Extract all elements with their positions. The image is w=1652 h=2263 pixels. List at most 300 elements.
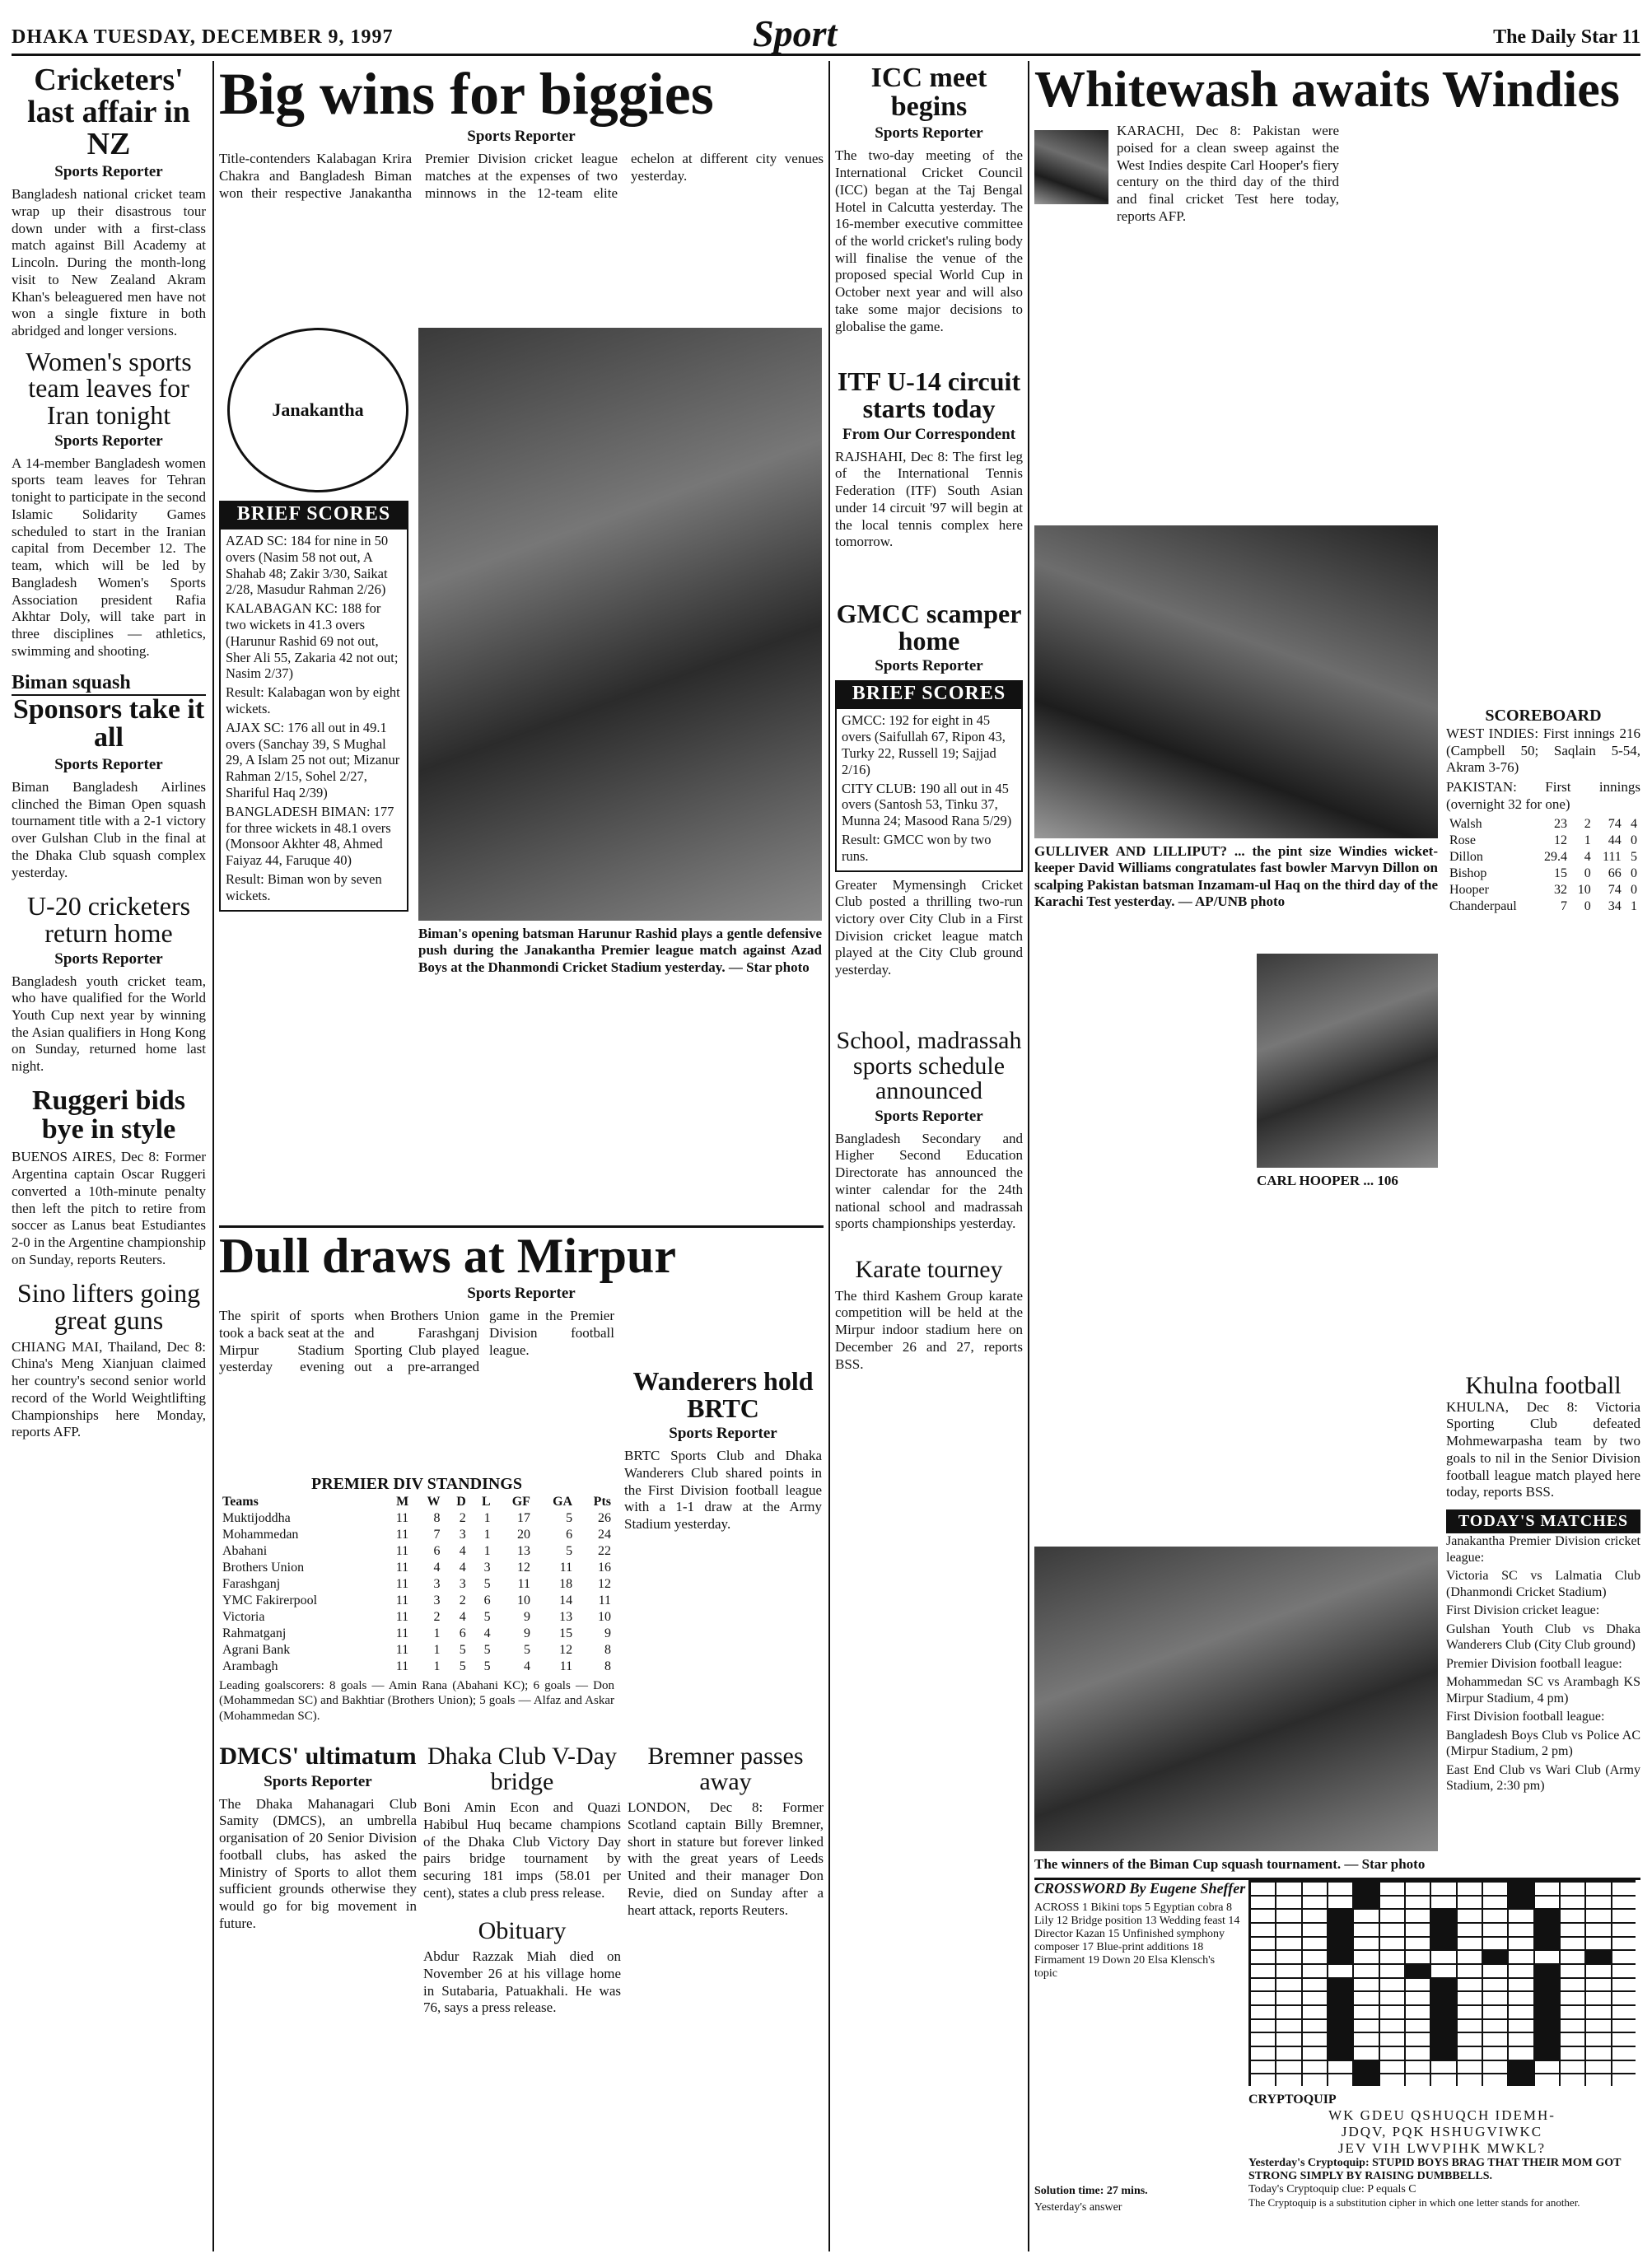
standings-cell: 10 [516, 1593, 530, 1607]
standings-cell: Muktijoddha [222, 1511, 291, 1525]
standings-cell: 6 [433, 1544, 441, 1558]
crossword-cell [1276, 1882, 1301, 1896]
standings-cell: 16 [598, 1561, 611, 1575]
standings-cell: 3 [459, 1528, 466, 1542]
crossword-cell [1457, 2005, 1482, 2019]
match-line: Gulshan Youth Club vs Dhaka Wanderers Club (City Club ground) [1446, 1621, 1640, 1653]
crossword-cell [1457, 1964, 1482, 1978]
crossword-cell [1379, 2019, 1405, 2033]
crossword-cell [1353, 2005, 1379, 2019]
standings-cell: 18 [559, 1577, 573, 1591]
crossword-cell [1560, 1991, 1585, 2005]
crossword-cell [1379, 1937, 1405, 1951]
standings-cell: 8 [604, 1659, 611, 1673]
crossword-cell [1430, 1923, 1456, 1937]
standings-cell: 12 [598, 1577, 611, 1591]
headline-school-sports: School, madrassah sports schedule announced [836, 1026, 1022, 1105]
standings-cell: 11 [395, 1659, 409, 1673]
crossword-cell [1276, 2019, 1301, 2033]
crossword-cell [1328, 2032, 1353, 2046]
crossword-cell [1250, 1964, 1276, 1978]
crossword-cell [1250, 1896, 1276, 1910]
crossword-cell [1585, 1923, 1611, 1937]
headline-whitewash: Whitewash awaits Windies [1034, 64, 1620, 118]
scoreboard-title: SCOREBOARD [1485, 707, 1602, 725]
crossword-cell [1430, 1950, 1456, 1964]
scoreboard [1446, 707, 1640, 915]
crossword-cell [1302, 2046, 1328, 2060]
crossword-cell [1405, 2074, 1430, 2086]
bowling-cell: 0 [1631, 866, 1637, 880]
crossword-cell [1353, 1896, 1379, 1910]
crossword-cell [1276, 2032, 1301, 2046]
standings-cell: 4 [459, 1544, 466, 1558]
standings-cell: 6 [459, 1626, 466, 1640]
standings-cell: Mohammedan [222, 1528, 299, 1542]
bowling-cell: 74 [1608, 816, 1622, 831]
crossword-cell [1534, 1978, 1560, 1992]
byline: Sports Reporter [54, 163, 163, 181]
standings-cell: 6 [483, 1593, 491, 1607]
crossword-cell [1379, 2046, 1405, 2060]
dhaka-club-block [423, 1744, 621, 2255]
crossword-cell [1302, 1991, 1328, 2005]
crossword-cell [1482, 1978, 1508, 1992]
crossword-cell [1302, 2005, 1328, 2019]
crossword-cell [1379, 2005, 1405, 2019]
match-line: Janakantha Premier Division cricket league: [1446, 1534, 1640, 1565]
crossword-cell [1276, 2046, 1301, 2060]
standings-cell: 11 [395, 1610, 409, 1624]
standings-header-cell: W [427, 1495, 441, 1509]
crossword-cell [1482, 2032, 1508, 2046]
byline: Sports Reporter [875, 1107, 983, 1125]
crossword-cell [1560, 2005, 1585, 2019]
crossword-cell [1585, 2019, 1611, 2033]
crossword-cell [1430, 2005, 1456, 2019]
byline: Sports Reporter [54, 755, 163, 773]
standings-cell: 8 [604, 1643, 611, 1657]
standings-header-cell: Teams [222, 1495, 259, 1509]
bowling-cell: Rose [1449, 833, 1476, 847]
crossword-cell [1302, 1909, 1328, 1923]
crossword-cell [1405, 1978, 1430, 1992]
crossword-cell [1508, 2032, 1533, 2046]
standings-cell: Arambagh [222, 1659, 278, 1673]
standings-header-cell: Pts [593, 1495, 611, 1509]
bowling-cell: 44 [1608, 833, 1622, 847]
bowling-cell: 12 [1553, 833, 1567, 847]
crossword-cell [1560, 2060, 1585, 2074]
crossword-cell [1276, 1978, 1301, 1992]
match-line: Bangladesh Boys Club vs Police AC (Mirpur Stadium, 2 pm) [1446, 1728, 1640, 1759]
crossword-cell [1560, 2046, 1585, 2060]
crossword-cell [1534, 1896, 1560, 1910]
crossword-cell [1379, 1978, 1405, 1992]
crossword-cell [1353, 1923, 1379, 1937]
standings-cell: 20 [516, 1528, 530, 1542]
score-line: KALABAGAN KC: 188 for two wickets in 41.3 overs (Harunur Rashid 69 not out, Sher Ali 55, Zakaria 42 not out; Nasim 2/37) [226, 600, 399, 682]
crossword-cell [1508, 2060, 1533, 2074]
bowling-cell: Walsh [1449, 816, 1482, 831]
masthead-date: DHAKA TUESDAY, DECEMBER 9, 1997 [12, 26, 394, 48]
crossword-cell [1534, 2005, 1560, 2019]
standings-cell: 2 [459, 1593, 466, 1607]
inline-photo [1034, 130, 1108, 204]
standings-cell: 1 [483, 1511, 491, 1525]
crossword-cell [1612, 2005, 1636, 2019]
masthead-paper: The Daily Star 11 [1493, 26, 1640, 48]
crossword-cell [1250, 1923, 1276, 1937]
crossword-cell [1612, 2074, 1636, 2086]
match-line: Premier Division football league: [1446, 1656, 1622, 1671]
crossword-cell [1508, 1896, 1533, 1910]
crossword-cell [1482, 1923, 1508, 1937]
todays-matches-title: TODAY'S MATCHES [1446, 1509, 1640, 1533]
crossword-cell [1585, 2005, 1611, 2019]
crossword-cell [1508, 2046, 1533, 2060]
crossword-cell [1328, 1923, 1353, 1937]
standings-cell: 5 [566, 1544, 573, 1558]
crossword-cell [1276, 1950, 1301, 1964]
bowling-cell: 0 [1631, 833, 1637, 847]
crossword-cell [1353, 1964, 1379, 1978]
crossword-cell [1405, 1882, 1430, 1896]
crossword-cell [1405, 1896, 1430, 1910]
crossword-cell [1328, 2005, 1353, 2019]
article-big-wins: Title-contenders Kalabagan Krira Chakra and Bangladesh Biman won their respective Janakantha Premier Division cricket league matches at the expenses of two minnows in the 12-team elite echelon at different city venues yesterday. [219, 151, 824, 201]
crossword-cell [1405, 1950, 1430, 1964]
bowling-row [1446, 816, 1640, 833]
crossword-cell [1302, 1937, 1328, 1951]
crossword-cell [1585, 2060, 1611, 2074]
crossword-cell [1302, 2074, 1328, 2086]
standings-cell: 6 [566, 1528, 573, 1542]
crossword-cell [1534, 1950, 1560, 1964]
solution-time: Solution time: 27 mins. [1034, 2185, 1148, 2197]
crossword-cell [1328, 1964, 1353, 1978]
crossword-cell [1430, 1978, 1456, 1992]
bowling-cell: 7 [1560, 898, 1567, 913]
standings-cell: 5 [523, 1643, 530, 1657]
standings-cell: 9 [523, 1610, 530, 1624]
crossword-cell [1508, 1991, 1533, 2005]
crossword-cell [1250, 1978, 1276, 1992]
standings-cell: 1 [483, 1544, 491, 1558]
crossword-cell [1482, 2074, 1508, 2086]
photo-caption: The winners of the Biman Cup squash tournament. — Star photo [1034, 1856, 1426, 1872]
crossword-cell [1379, 2074, 1405, 2086]
crossword-cell [1328, 2060, 1353, 2074]
brief-scores-content [835, 707, 1023, 871]
crossword-cell [1482, 1937, 1508, 1951]
crossword-cell [1405, 2060, 1430, 2074]
crossword-cell [1353, 1950, 1379, 1964]
standings-row [219, 1543, 614, 1560]
crossword-cell [1508, 1937, 1533, 1951]
headline-women-team: Women's sports team leaves for Iran tonight [26, 346, 192, 431]
score-line: GMCC: 192 for eight in 45 overs (Saifullah 67, Ripon 43, Turky 22, Russell 19; Sajjad 2/16) [842, 712, 1006, 777]
todays-matches-list [1446, 1533, 1640, 1794]
crossword-cell [1482, 2060, 1508, 2074]
crossword-cell [1457, 2019, 1482, 2033]
crossword-cell [1457, 2032, 1482, 2046]
headline-nz: Cricketers' last affair in NZ [27, 64, 190, 161]
crossword-cell [1405, 1991, 1430, 2005]
crossword-cell [1560, 2019, 1585, 2033]
crossword-cell [1379, 2032, 1405, 2046]
headline-ruggeri: Ruggeri bids bye in style [31, 1085, 186, 1145]
standings-header-cell: GF [511, 1495, 530, 1509]
headline-mirpur: Dull draws at Mirpur [219, 1229, 676, 1283]
standings-row [219, 1642, 614, 1659]
standings-cell: 9 [523, 1626, 530, 1640]
crossword-cell [1585, 1991, 1611, 2005]
crossword-cell [1457, 1937, 1482, 1951]
crossword-cell [1379, 1950, 1405, 1964]
standings-cell: 4 [459, 1561, 466, 1575]
crossword-cell [1430, 1991, 1456, 2005]
crossword-cell [1353, 2032, 1379, 2046]
standings-cell: 5 [566, 1511, 573, 1525]
standings-header [219, 1494, 614, 1510]
crossword-cell [1482, 1991, 1508, 2005]
crossword-cell [1250, 2060, 1276, 2074]
headline-sponsors: Sponsors take it all [12, 693, 205, 754]
headline-bremner: Bremner passes away [647, 1744, 804, 1795]
crossword-cell [1379, 1991, 1405, 2005]
cryptoquip [1248, 2093, 1636, 2209]
standings-cell: 9 [604, 1626, 611, 1640]
crossword-grid [1248, 1880, 1636, 2086]
crossword-cell [1508, 1882, 1533, 1896]
standings-cell: 11 [395, 1643, 409, 1657]
standings-cell: 11 [517, 1577, 530, 1591]
standings-cell: 1 [483, 1528, 491, 1542]
article-obituary: Abdur Razzak Miah died on November 26 at his village home in Sutabaria, Patuakhali. He was 76, says a press release. [423, 1948, 621, 2016]
standings-cell: 11 [395, 1577, 409, 1591]
crossword-cell [1560, 1964, 1585, 1978]
crossword-cell [1482, 1950, 1508, 1964]
bowling-cell: 4 [1584, 849, 1591, 864]
crossword-cell [1302, 1923, 1328, 1937]
crossword-cell [1612, 1991, 1636, 2005]
crossword-cell [1430, 2046, 1456, 2060]
mirpur-block [219, 1225, 824, 1736]
bowling-cell: Dillon [1449, 849, 1483, 864]
headline-gmcc: GMCC scamper home [836, 599, 1022, 656]
crossword-cell [1379, 1909, 1405, 1923]
crossword-cell [1585, 1909, 1611, 1923]
bowling-cell: 32 [1553, 882, 1567, 897]
crossword-cell [1612, 1950, 1636, 1964]
article-women-team: A 14-member Bangladesh women sports team leaves for Tehran tonight to participate in the second Islamic Solidarity Games scheduled to start in the Iranian capital from December 12. The team, which will be led by Bangladesh Women's Sports Association president Rafia Akhtar Doly, will take part in three disciplines — athletics, swimming and shooting. [12, 455, 206, 659]
bowling-cell: 0 [1631, 882, 1637, 897]
bowling-cell: 2 [1584, 816, 1591, 831]
left-column [12, 64, 206, 2255]
crossword-cell [1328, 2074, 1353, 2086]
headline-u20: U-20 cricketers return home [26, 891, 191, 948]
brief-scores-box [219, 501, 408, 912]
standings-cell: 24 [598, 1528, 611, 1542]
crossword-cell [1482, 2046, 1508, 2060]
crossword-cell [1612, 1882, 1636, 1896]
standings-cell: Abahani [222, 1544, 268, 1558]
headline-obituary: Obituary [478, 1916, 567, 1944]
crossword-cell [1430, 1882, 1456, 1896]
bowling-row [1446, 866, 1640, 882]
standings-cell: 14 [559, 1593, 573, 1607]
bowling-table [1446, 816, 1640, 915]
crossword-cell [1405, 1909, 1430, 1923]
standings-cell: 11 [395, 1626, 409, 1640]
crossword-cell [1250, 2046, 1276, 2060]
article-ruggeri: BUENOS AIRES, Dec 8: Former Argentina captain Oscar Ruggeri converted a 10th-minute penalty then left the pitch to retire from soccer as Lanus beat Estudiantes 2-0 in the Argentine championship on Sunday, reports Reuters. [12, 1149, 206, 1267]
standings-cell: 11 [395, 1593, 409, 1607]
crossword-cell [1508, 1923, 1533, 1937]
standings-cell: 22 [598, 1544, 611, 1558]
standings-row [219, 1560, 614, 1576]
standings-cell: 3 [459, 1577, 466, 1591]
standings-header-cell: GA [553, 1495, 573, 1509]
crossword-cell [1457, 2046, 1482, 2060]
standings-cell: 10 [598, 1610, 611, 1624]
crossword-cell [1612, 1937, 1636, 1951]
cryptoquip-note: The Cryptoquip is a substitution cipher in which one letter stands for another. [1248, 2196, 1580, 2209]
crossword-cell [1353, 1978, 1379, 1992]
standings-cell: 3 [483, 1561, 491, 1575]
crossword-cell [1560, 2032, 1585, 2046]
crossword-cell [1302, 1950, 1328, 1964]
cryptoquip-line: JEV VIH LWVPIHK MWKL? [1337, 2140, 1547, 2156]
crossword-cell [1585, 2032, 1611, 2046]
batsman-photo [418, 328, 822, 921]
standings-header-cell: L [481, 1495, 491, 1509]
crossword-cell [1250, 1991, 1276, 2005]
bowling-cell: 29.4 [1543, 849, 1567, 864]
standings-cell: 5 [483, 1643, 491, 1657]
crossword-cell [1534, 2046, 1560, 2060]
big-wins-block [219, 64, 824, 1217]
crossword-cell [1328, 1909, 1353, 1923]
crossword-cell [1353, 2019, 1379, 2033]
bremner-block [628, 1744, 824, 2255]
crossword-cell [1250, 1950, 1276, 1964]
standings-row [219, 1626, 614, 1642]
bowling-row [1446, 849, 1640, 866]
crossword-clues: ACROSS 1 Bikini tops 5 Egyptian cobra 8 Lily 12 Bridge position 13 Wedding feast 14 Director Kazan 15 Unfinished symphony composer 17 Blue-print additions 18 Firmament 19 Down 20 Elsa Klensch's topic [1034, 1901, 1240, 1981]
middle-column [835, 64, 1023, 2255]
article-u20: Bangladesh youth cricket team, who have qualified for the World Youth Cup next year by winning the Asian qualifiers in Hong Kong on Sunday, returned home last night. [12, 973, 206, 1075]
standings-table [219, 1494, 614, 1675]
bowling-cell: Chanderpaul [1449, 898, 1517, 913]
brief-scores-title: BRIEF SCORES [219, 501, 408, 528]
crossword-cell [1302, 2032, 1328, 2046]
crossword-cell [1276, 1964, 1301, 1978]
yesterdays-answer: Yesterday's answer [1034, 2201, 1122, 2214]
crossword-cell [1276, 1923, 1301, 1937]
standings-cell: 26 [598, 1511, 611, 1525]
crossword-cell [1457, 1950, 1482, 1964]
bowling-cell: 23 [1553, 816, 1567, 831]
crossword-cell [1250, 2019, 1276, 2033]
crossword-cell [1353, 2074, 1379, 2086]
crossword-cell [1585, 2074, 1611, 2086]
crossword-cell [1276, 1896, 1301, 1910]
byline: Sports Reporter [669, 1425, 777, 1443]
match-line: Mohammedan SC vs Arambagh KS Mirpur Stadium, 4 pm) [1446, 1675, 1640, 1705]
crossword-cell [1560, 1937, 1585, 1951]
bowling-cell: 111 [1602, 849, 1622, 864]
crossword-block [1034, 1878, 1640, 2255]
standings-cell: Farashganj [222, 1577, 281, 1591]
crossword-cell [1430, 2032, 1456, 2046]
score-line: AZAD SC: 184 for nine in 50 overs (Nasim 58 not out, A Shahab 48; Zakir 3/30, Saikat 2/28, Masudur Rahman 2/26) [226, 533, 389, 598]
crossword-cell [1405, 2005, 1430, 2019]
standings-cell: 17 [516, 1511, 530, 1525]
crossword-cell [1560, 2074, 1585, 2086]
standings-row [219, 1593, 614, 1609]
crossword-cell [1405, 1923, 1430, 1937]
bowling-cell: 15 [1553, 866, 1567, 880]
cryptoquip-answer: Yesterday's Cryptoquip: STUPID BOYS BRAG THAT THEIR MOM GOT STRONG SIMPLY BY RAISING DUMBBELLS. [1248, 2157, 1622, 2182]
article-icc: The two-day meeting of the International Cricket Council (ICC) began at the Taj Bengal Hotel in Calcutta yesterday. The 16-member executive committee of the world cricket's ruling body will finalise the venue of the proposed special World Cup in October next year and will also take some major decisions to globalise the game. [835, 147, 1023, 334]
crossword-title: CROSSWORD By Eugene Sheffer [1034, 1880, 1246, 1897]
photo-caption: Biman's opening batsman Harunur Rashid plays a gentle defensive push during the Janakantha Premier league match against Azad Boys at the Dhanmondi Cricket Stadium yesterday. — Star photo [418, 926, 822, 975]
article-whitewash: KARACHI, Dec 8: Pakistan were poised for a clean sweep against the West Indies despite Carl Hooper's fiery century on the third day of the third and final cricket Test here today, reports AFP. [1117, 123, 1339, 224]
article-sponsors: Biman Bangladesh Airlines clinched the Biman Open squash tournament title with a 2-1 victory over Gulshan Club in the final at the Dhaka Club squash complex yesterday. [12, 778, 206, 880]
wanderers-block [624, 1368, 822, 1533]
scoreboard-line: PAKISTAN: First innings (overnight 32 for one) [1446, 779, 1640, 812]
crossword-cell [1482, 2005, 1508, 2019]
article-school-sports: Bangladesh Secondary and Higher Second Education Directorate has announced the winter calendar for the 24th national school and madrassah sports championships yesterday. [835, 1130, 1023, 1232]
photo-caption: GULLIVER AND LILLIPUT? ... the pint size Windies wicket-keeper David Williams congratulates fast bowler Marvyn Dillon on scalping Pakistan batsman Inzamam-ul Haq on the third day of the Karachi Test yesterday. — AP/UNB photo [1034, 843, 1438, 910]
match-line: First Division cricket league: [1446, 1603, 1600, 1618]
bowling-cell: 10 [1577, 882, 1591, 897]
crossword-cell [1457, 1923, 1482, 1937]
article-dmcs: The Dhaka Mahanagari Club Samity (DMCS), an umbrella organisation of 20 Senior Division football clubs, has asked the Ministry of Sports to allot them sufficient grounds otherwise they would go for big movement in future. [219, 1795, 417, 1931]
crossword-cell [1405, 1964, 1430, 1978]
crossword-cell [1302, 2060, 1328, 2074]
crossword-cell [1250, 1909, 1276, 1923]
article-gmcc: Greater Mymensingh Cricket Club posted a thrilling two-run victory over City Club in a First Division cricket league match played at the City Club ground yesterday. [835, 876, 1023, 978]
cryptoquip-line: WK GDEU QSHUQCH IDEMH- [1328, 2107, 1556, 2123]
test-match-photo [1034, 525, 1438, 838]
standings-row [219, 1659, 614, 1675]
crossword-cell [1508, 2019, 1533, 2033]
standings-cell: 11 [559, 1561, 573, 1575]
byline: From Our Correspondent [842, 425, 1016, 443]
score-line: BANGLADESH BIMAN: 177 for three wickets in 48.1 overs (Monsoor Akhter 48, Ahmed Faiyaz 44, Faruque 40) [226, 803, 394, 869]
crossword-cell [1534, 2019, 1560, 2033]
article-dhaka-club: Boni Amin Econ and Quazi Habibul Huq became champions of the Dhaka Club Victory Day pairs bridge tournament by securing 181 imps (58.01 per cent), states a club press release. [423, 1799, 621, 1901]
byline: Sports Reporter [467, 1285, 576, 1303]
standings-cell: 3 [433, 1593, 441, 1607]
crossword-cell [1250, 1882, 1276, 1896]
standings-cell: Brothers Union [222, 1561, 305, 1575]
crossword-cell [1534, 1964, 1560, 1978]
score-line: CITY CLUB: 190 all out in 45 overs (Santosh 53, Tinku 37, Munna 24; Masood Rana 5/29) [842, 780, 1012, 829]
crossword-cell [1276, 2074, 1301, 2086]
standings-cell: YMC Fakirerpool [222, 1593, 318, 1607]
crossword-cell [1612, 2032, 1636, 2046]
bowling-cell: Hooper [1449, 882, 1489, 897]
standings-cell: 13 [559, 1610, 573, 1624]
cryptoquip-line: JDQV, PQK HSHUGVIWKC [1341, 2124, 1543, 2139]
article-karate: The third Kashem Group karate competition will be held at the Mirpur indoor stadium here on December 26 and 27, reports BSS. [835, 1287, 1023, 1372]
crossword-cell [1353, 2060, 1379, 2074]
crossword-cell [1457, 1991, 1482, 2005]
